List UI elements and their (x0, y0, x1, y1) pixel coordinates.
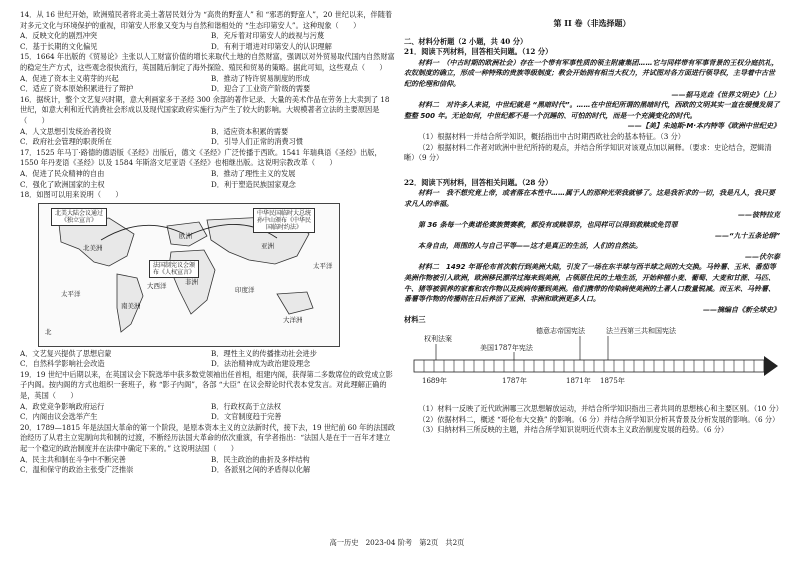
q21-subq-2: （2）根据材料二作者对欧洲中世纪所持的观点，并结合所学知识对该观点加以阐释。（要求：史论结合，逻辑清晰）（9 分） (404, 142, 772, 163)
indian-ocean-label: 印度洋 (235, 285, 255, 294)
timeline-event-4-label: 法兰西第三共和国宪法 (606, 327, 676, 336)
south-america-label: 南美洲 (121, 301, 141, 310)
q22-stem: 22．阅读下列材料，回答相关问题。（28 分） (404, 177, 553, 187)
q16-option-b: B．适应资本积累的需要 (211, 126, 289, 136)
q22-subq-2: （2）依据材料二，概述 “哥伦布大交换” 的影响。（6 分）并结合所学知识分析其背景及分析发展的影响。（6 分） (418, 414, 780, 424)
q15-option-c: C．适应了资本原始积累进行了辩护 (20, 84, 134, 94)
q16-option-d: D．引导人们正常的消费习惯 (211, 137, 304, 147)
q15-options (20, 74, 396, 95)
q22-material-1c: 本身自由，周围的人与自己平等——这才是真正的生活，人们的自然法。 (418, 242, 642, 251)
q20-stem: 20．1789—1815 年是法国大革命的第一个阶段，是原本资本主义的立法新时代，接下去，19 世纪前 60 年的法国政治经历了从君主立宪制向共和制的过渡，不断经历法国大革命的依次重演，有学者指出：“法国人是在于一百年才建立起一个稳定的政治制度并在法律中确定下来的。” 这说明法国（ ） (20, 422, 396, 454)
timeline-event-3-label: 德意志帝国宪法 (536, 327, 585, 336)
pacific-west-label: 太平洋 (61, 289, 81, 298)
section-title: 第 II 卷（非选择题） (553, 18, 631, 28)
world-map-figure (38, 203, 340, 347)
q21-material-1: 材料一 （中古时期的欧洲社会）存在一个带有军事性质的领主附庸集团……它与同样带有军事背景的王权分庭抗礼，农奴制度的确立，形成一种特殊的贵族等级制度；教会开始拥有相当大权力，并试图对各方面进行领导权，主导着中古世纪的伦理和信仰。 (404, 58, 779, 88)
atlantic-label: 大西洋 (147, 281, 167, 290)
q20-options (20, 455, 396, 476)
q21-subq-1: （1）根据材料一并结合所学知识，概括指出中古时期西欧社会的基本特征。（3 分） (418, 131, 685, 141)
q18-option-a: A．文艺复兴提供了思想启蒙 (20, 348, 112, 358)
q19-option-d: D．文官制度趋于完善 (211, 412, 282, 422)
q17-option-c: C．强化了欧洲国家的主权 (20, 179, 105, 189)
spacer (404, 164, 780, 178)
q21-material-1-source: ——据马克垚《世界文明史》（上） (671, 90, 780, 99)
pacific-east-label: 太平洋 (313, 261, 333, 270)
q22-subq-3: （3）归纳材料三所反映的主题，并结合所学知识说明近代资本主义政治制度发展的趋势。（6 分） (418, 425, 729, 435)
q14-options (20, 31, 396, 52)
q14-option-a: A．反映文化的剧烈冲突 (20, 31, 98, 41)
q18-options (20, 349, 396, 370)
q22-material-1a-source: ——彼特拉克 (738, 210, 780, 219)
q14-option-d: D．有利于增进对印第安人的认识理解 (211, 41, 332, 51)
timeline-year-1689: 1689年 (422, 377, 447, 386)
q21-stem: 21．阅读下列材料，回答相关问题。（12 分） (404, 47, 553, 57)
q19-option-c: C．内阁由议会选举产生 (20, 412, 98, 422)
q16-options (20, 127, 396, 148)
q17-stem: 17．1525 年马丁·路德的德语版《圣经》出版后，德文《圣经》广泛传播于西欧。1541 年瑞典语《圣经》出版，1550 年丹麦语《圣经》以及 1584 年斯洛文尼亚语《圣经》也相继出版。这说明宗教改革（ ） (20, 147, 382, 168)
q20-option-b: B．民主政治的曲折及多样结构 (211, 454, 310, 464)
q18-stem: 18．如图可以用来说明（ ） (20, 190, 123, 200)
china-callout (253, 208, 315, 233)
north-america-label: 北美洲 (83, 243, 103, 252)
q14-stem: 14．从 16 世纪开始，欧洲殖民者将北美土著居民划分为 “高贵的野蛮人” 和 “邪恶的野蛮人”，20 世纪以来，伴随着对多元文化与环境保护的重视，印第安人形象又变为与自然和谐相处的 “生态印第安人”。这种现象（ ） (20, 10, 393, 30)
timeline-year-1875: 1875年 (600, 377, 625, 386)
compass-icon: 北 (45, 327, 52, 336)
q22-material-1c-source: ——伏尔泰 (745, 252, 780, 261)
oceania-label: 大洋洲 (283, 315, 303, 324)
q17-options (20, 169, 396, 190)
q22-material-2: 材料二 1492 年哥伦布首次航行到美洲大陆，引发了一场在东半球与西半球之间的大交换。马铃薯、玉米、番茄等美洲作物被引入欧洲，欧洲移民漂洋过海来到美洲，占领原住民的土地生活，开始种植小麦、葡萄、大麦和甘蔗、马匹、牛、猪等被驯养的家畜和农作物以及疾病传播到美洲。他们携带的传染病使美洲的土著人口数量锐减。而玉米、马铃薯、番薯等作物的传播则在日后养活了亚洲、非洲和欧洲更多人口。 (404, 263, 776, 304)
q22-material-2-source: ——摘编自《新全球史》 (703, 305, 780, 314)
q22-material-3-title: 材料三 (404, 315, 426, 325)
left-column (20, 10, 396, 476)
americas-callout-text: 北美大陆会议通过《独立宣言》 (54, 209, 103, 224)
q15-option-a: A．促进了资本主义萌芽的兴起 (20, 73, 119, 83)
q22-subq-1: （1）材料一反映了近代欧洲哪三次思想解放运动，并结合所学知识指出三者共同的思想核心和主要区别。（10 分） (418, 404, 783, 414)
q15-option-d: D．迎合了工业资产阶级的需要 (211, 84, 311, 94)
q15-stem: 15．1664 年出版的《贸易论》主张以人工财富价值的增长来取代土地的自然财富，强调以对外贸易取代国内自然财富的稳定生产方式，这些观念很快流行，英国随后制定了海外探险、殖民和贸易的策略。据此可知，这些观点（ ） (20, 52, 395, 72)
europe-label: 欧洲 (179, 231, 192, 240)
q14-option-b: B．充斥着对印第安人的歧视与污蔑 (211, 31, 325, 41)
q20-option-c: C．温和保守的政治主张受广泛推崇 (20, 465, 134, 475)
q16-option-c: C．政府社会管理的职责所在 (20, 137, 112, 147)
q18-option-d: D．法治精神成为政治建设理念 (211, 359, 311, 369)
timeline-year-1787: 1787年 (502, 377, 527, 386)
africa-label: 非洲 (185, 277, 198, 286)
timeline-event-2-label: 美国1787年宪法 (480, 344, 533, 353)
q17-option-b: B．推动了理性主义的发展 (211, 168, 296, 178)
q14-option-c: C．基于长期的文化偏见 (20, 41, 98, 51)
q22-material-1b: 第 36 条每一个奥诺伦赛族赞赛教，都没有或赎罪券，也同样可以得到救赎或免罚罪 (418, 221, 678, 230)
q18-option-b: B．理性主义的传播推动社会进步 (211, 348, 317, 358)
q20-option-d: D．各派别之间的矛盾得以化解 (211, 465, 311, 475)
q19-option-a: A．政党竞争影响政府运行 (20, 401, 105, 411)
q21-material-2: 材料二 对许多人来说，中世纪就是 “黑暗时代”。……在中世纪所谓的黑暗时代，西欧的文明其实一直在缓慢发展了整整 500 年。无论如何，中世纪都不是一个沉睡的、可怕的时代，而是一个充满变化的时代。 (404, 101, 780, 120)
china-callout-text: 中华民国临时大总统孙中山颁布《中华民国临时约法》 (256, 209, 311, 231)
q17-option-a: A．促进了民众精神的自由 (20, 168, 105, 178)
timeline-arrow (410, 330, 782, 400)
timeline-event-1-label: 权利法案 (424, 335, 452, 344)
q22-material-1a: 材料一 我不想究竟上帝，或者落在本性中……属于人的那种光荣我就够了。这是我祈求的一切，我是凡人，我只要求凡人的幸福。 (404, 189, 775, 208)
page-footer: 高一历史 2023-04 阶考 第2页 共2页 (329, 538, 465, 548)
timeline-year-1871: 1871年 (566, 377, 591, 386)
q16-option-a: A．人文思想引发统治者投资 (20, 126, 112, 136)
americas-callout (51, 208, 107, 226)
q19-options (20, 402, 396, 423)
asia-label: 亚洲 (261, 241, 274, 250)
q22-material-1b-source: ——“九十五条论纲” (714, 231, 780, 240)
q18-option-c: C．自然科学影响社会改造 (20, 359, 105, 369)
q20-option-a: A．民主共和制在斗争中不断完善 (20, 454, 126, 464)
q17-option-d: D．利于塑造民族国家观念 (211, 179, 296, 189)
q15-option-b: B．推动了特许贸易制度的形成 (211, 73, 310, 83)
france-callout-text: 法国制宪议会颁布《人权宣言》 (152, 261, 195, 276)
constitution-timeline (410, 327, 782, 400)
q21-material-2-source: ——【美】朱迪斯·M·本内特等《欧洲中世纪史》 (627, 122, 780, 131)
france-callout (149, 260, 199, 278)
q19-stem: 19．19 世纪中后期以来，在英国议会下院选举中获多数党领袖出任首相，组建内阁，获得第二多数席位的政党成立影子内阁。按内阁的方式也组织一套班子，称 “影子内阁”，各部 “大臣” 在议会辩论时代表本党发言。对此理解正确的是，英国（ ） (20, 369, 393, 401)
right-column (404, 10, 783, 436)
q19-option-b: B．行政权高于立法权 (211, 401, 281, 411)
section-subtitle: 二、材料分析题（2 小题，共 40 分） (404, 36, 528, 46)
q16-stem: 16．据统计，整个文艺复兴时期，意大利画家多于圣经 300 余部的著作记录、大量的美术作品在劳务上大卖到了 18 世纪，如意大利和近代消费社会形成以及现代国家政府实施行为产生了较大的影响。大规模著者立法的主要原因是（ ） (20, 94, 390, 125)
